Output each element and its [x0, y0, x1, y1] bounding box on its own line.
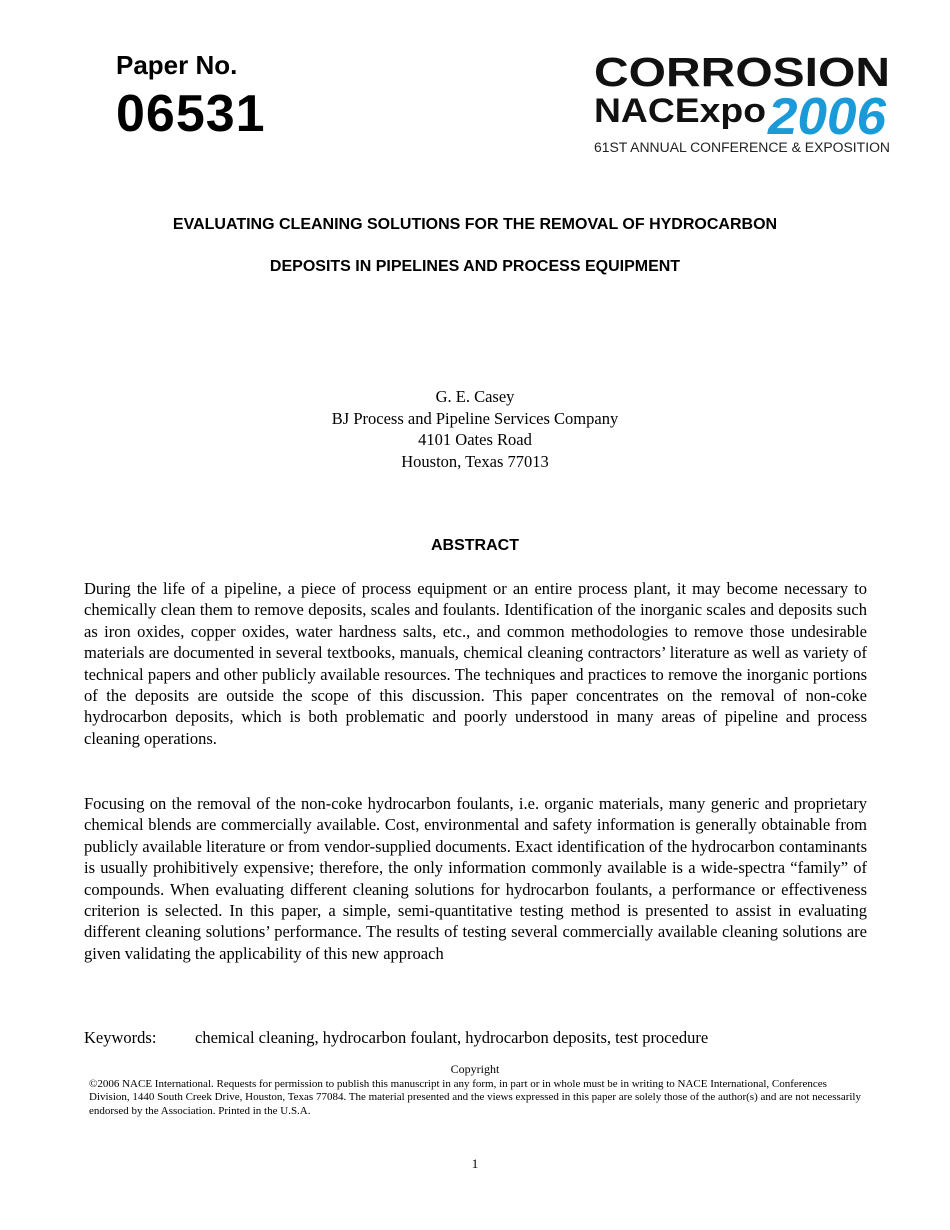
paper-title-line-2: DEPOSITS IN PIPELINES AND PROCESS EQUIPMENT [269, 258, 681, 275]
copyright-title: Copyright [450, 1062, 500, 1076]
paper-title-line-1: EVALUATING CLEANING SOLUTIONS FOR THE REMOVAL OF HYDROCARBON [172, 216, 778, 233]
logo-year-text: 2006 [766, 88, 888, 146]
page-number: 1 [471, 1156, 479, 1171]
keywords-label: Keywords: [84, 1028, 157, 1047]
abstract-heading: ABSTRACT [431, 537, 519, 554]
paper-number-label: Paper No. [116, 50, 238, 80]
logo-corrosion-text: CORROSION [594, 52, 890, 95]
author-city: Houston, Texas 77013 [401, 451, 549, 471]
logo-subtitle-text: 61ST ANNUAL CONFERENCE & EXPOSITION [594, 140, 890, 155]
paper-number: 06531 [116, 85, 266, 143]
abstract-paragraph-2: Focusing on the removal of the non-coke hydrocarbon foulants, i.e. organic materials, many generic and proprietary chemical blends are commercially available. Cost, environmental and safety information is generally obtainable from publicly available literature or from vendor-supplied documents. Exact identification of the hydrocarbon contaminants is usually prohibitively expensive; therefore, the only information commonly available is a wide-spectra “family” of compounds. When evaluating different cleaning solutions for hydrocarbon foulants, a performance or effectiveness criterion is selected. In this paper, a simple, semi-quantitative testing method is presented to assist in evaluating different cleaning solutions’ performance. The results of testing several commercially available cleaning solutions are given validating the applicability of this new approach [84, 794, 867, 963]
author-company: BJ Process and Pipeline Services Company [331, 408, 619, 428]
corrosion-nacexpo-logo [592, 52, 892, 156]
author-block [0, 386, 950, 472]
copyright-notice: ©2006 NACE International. Requests for permission to publish this manuscript in any form, in part or in whole must be in writing to NACE International, Conferences Division, 1440 South Creek Drive, Houston, Texas 77084. The material presented and the views expressed in this paper are solely those of the author(s) and are not necessarily endorsed by the Association. Printed in the U.S.A. [89, 1078, 861, 1117]
author-name: G. E. Casey [435, 387, 515, 406]
abstract-paragraph-1: During the life of a pipeline, a piece of process equipment or an entire process plant, it may become necessary to chemically clean them to remove deposits, scales and foulants. Identification of the inorganic scales and deposits such as iron oxides, copper oxides, water hardness salts, etc., and common methodologies to remove those undesirable materials are documented in several textbooks, manuals, chemical cleaning contractors’ literature as well as variety of technical papers and other publicly available resources. The techniques and practices to remove the inorganic portions of the deposits are outside the scope of this discussion. This paper concentrates on the removal of non-coke hydrocarbon deposits, which is both problematic and poorly understood in many areas of pipeline and process cleaning operations. [84, 579, 867, 748]
author-street: 4101 Oates Road [418, 430, 532, 449]
keywords-line [84, 1028, 709, 1048]
keywords-values: chemical cleaning, hydrocarbon foulant, hydrocarbon deposits, test procedure [195, 1028, 709, 1047]
logo-nacexpo-text: NACExpo [594, 92, 766, 130]
